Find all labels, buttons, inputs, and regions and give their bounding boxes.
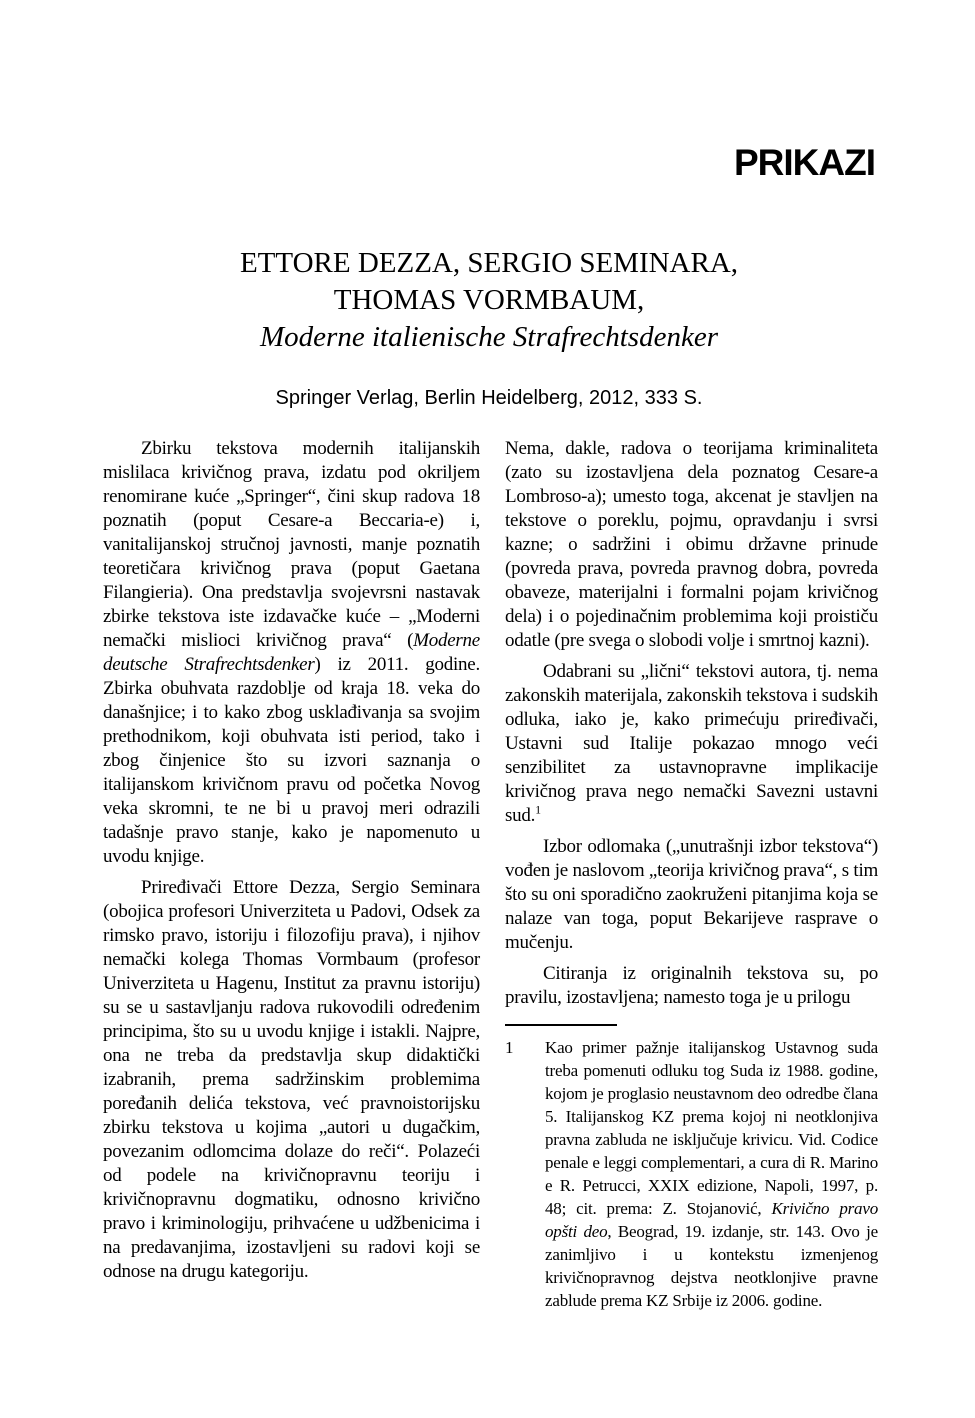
book-authors-line-2: THOMAS VORMBAUM, bbox=[333, 284, 645, 316]
text-run: Citiranja iz originalnih tekstova su, po pravilu, izostavljena; namesto toga je u prilogu bbox=[505, 963, 878, 1008]
text-run: , Beograd, 19. izdanje, str. 143. Ovo je zanimljivo i u kontekstu izmenjenog krivičnopravnog dejstva neotklonjive pravne zablude prema KZ Srbije iz 2006. godine. bbox=[545, 1222, 878, 1310]
footnote-number: 1 bbox=[505, 1038, 514, 1057]
text-run: Odabrani su „lični“ tekstovi autora, tj. nema zakonskih materijala, zakonskih tekstova i sudskih odluka, iako je, kako primećuju priređivači, Ustavni sud Italije pokazao mnogo veći senzibilitet za ustavnopravne implikacije krivičnog prava nego nemački Savezni ustavni sud. bbox=[505, 661, 878, 826]
paragraph bbox=[505, 437, 878, 653]
paragraph bbox=[505, 660, 878, 828]
italic-text: Krivično pravo opšti deo bbox=[545, 1199, 878, 1241]
two-column-body bbox=[103, 437, 878, 1418]
book-authors-line-1: ETTORE DEZZA, SERGIO SEMINARA, bbox=[239, 247, 739, 279]
book-title: Moderne italienische Strafrechtsdenker bbox=[260, 321, 718, 353]
paragraph bbox=[103, 437, 480, 869]
publisher-line: Springer Verlag, Berlin Heidelberg, 2012, 333 S. bbox=[275, 387, 703, 409]
paragraph bbox=[505, 962, 878, 1010]
section-heading: PRIKAZI bbox=[734, 142, 875, 183]
right-column bbox=[505, 437, 878, 1418]
footnote-separator bbox=[505, 1024, 617, 1026]
italic-text: Moderne deutsche Strafrechtsdenker bbox=[103, 630, 480, 675]
text-run: Izbor odlomaka („unutrašnji izbor tekstova“) vođen je naslovom „teorija krivičnog prava“, s tim što su oni sporadično zaokruženi pitanjima koja se nalaze van toga, poput Bekarijeve rasprave o mučenju. bbox=[505, 836, 878, 953]
text-run: Nema, dakle, radova o teorijama kriminaliteta (zato su izostavljena dela poznatog Cesare-a Lombroso-a); umesto toga, akcenat je stavljen na tekstove o poreklu, pojmu, opravdanju i svrsi kazne; o sadržini i obimu državne prinude (povreda prava, povreda pravnog dobra, povreda obaveze, materijalni i formalni pojam krivičnog dela) i o pojedinačnim problemima koji proističu odatle (pre svega o slobodi volje i smrtnoj kazni). bbox=[505, 438, 878, 651]
paragraph bbox=[505, 835, 878, 955]
footnote bbox=[505, 1036, 878, 1312]
text-run: Zbirku tekstova modernih italijanskih mislilaca krivičnog prava, izdatu pod okriljem renomirane kuće „Springer“, čini skup radova 18 poznatih (poput Cesare-a Beccaria-e) i, vanitalijanskoj stručnoj javnosti, manje poznatih teoretičara krivičnog prava (poput Gaetana Filangieria). Ona predstavlja svojevrsni nastavak zbirke tekstova iste izdavačke kuće – „Moderni nemački mislioci krivičnog prava“ ( bbox=[103, 438, 480, 651]
right-column-paragraphs bbox=[505, 437, 878, 1010]
text-run: Priređivači Ettore Dezza, Sergio Seminara (obojica profesori Univerziteta u Padovi, Odsek za rimsko pravo, istoriju i filozofiju prava), i njihov nemački kolega Thomas Vormbaum (profesor Univerziteta u Hagenu, Institut za pravnu istoriju) su se u sastavljanju radova rukovodili određenim principima, što su u uvodu knjige i istakli. Najpre, ona ne treba da predstavlja skup didaktički izabranih, prema sadržinskim problemima poređanih delića tekstova, već pravnoistorijsku zbirku tekstova u kojima „autori u dugačkim, povezanim odlomcima dolaze do reči“. Polazeći od podele na krivičnopravnu teoriju i krivičnopravnu dogmatiku, odnosno krivično pravo i kriminologiju, prihvaćene u udžbenicima i na predavanjima, izostavljeni su radovi koji se odnose na drugu kategoriju. bbox=[103, 877, 480, 1282]
text-run: Kao primer pažnje italijanskog Ustavnog suda treba pomenuti odluku tog Suda iz 1988. godine, kojom je proglasio neustavnom deo odredbe člana 5. Italijanskog KZ prema kojoj ni neotklonjiva pravna zabluda ne isključuje krivicu. Vid. Codice penale e leggi complementari, a cura di R. Marino e R. Petrucci, XXIX edizione, Napoli, 1997, p. 48; cit. prema: Z. Stojanović, bbox=[545, 1038, 878, 1218]
paragraph bbox=[103, 876, 480, 1284]
footnote-text bbox=[545, 1036, 878, 1312]
text-run: ) iz 2011. godine. Zbirka obuhvata razdoblje od kraja 18. veka do današnjice; i to kako zbog usklađivanja sa svojim prethodnikom, koji obuhvata isti period, tako i zbog činjenice što su izvori saznanja o italijanskom krivičnom pravu od početka Novog veka skromni, te ne bi u pravoj meri odrazili tadašnje pravo stanje, kako je napomenuto u uvodu knjige. bbox=[103, 654, 480, 867]
left-column bbox=[103, 437, 480, 1418]
footnote-reference: 1 bbox=[535, 802, 541, 817]
book-title-block bbox=[100, 245, 878, 356]
